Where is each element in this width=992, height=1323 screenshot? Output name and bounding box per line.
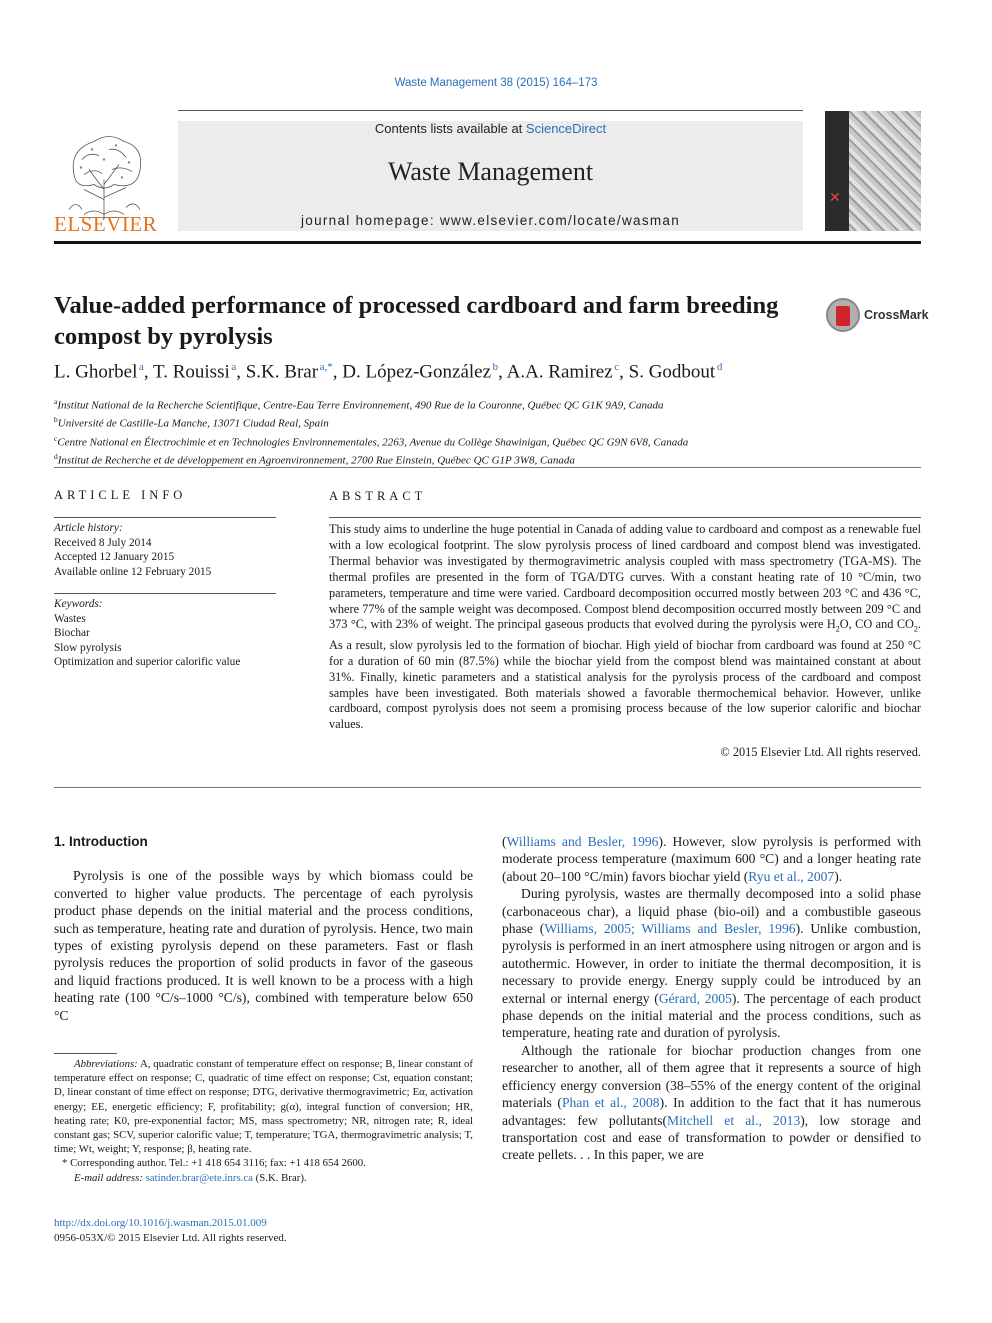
article-history: Article history: Received 8 July 2014 Accepted 12 January 2015 Available online 12 February 2015: [54, 521, 276, 579]
crossmark-badge[interactable]: CrossMark: [826, 298, 926, 334]
body-column-left: [54, 833, 473, 1024]
author-name: A.A. Ramirez: [506, 361, 613, 383]
author-name: S.K. Brar: [245, 361, 319, 383]
citation-link[interactable]: Gérard, 2005: [658, 990, 732, 1006]
doi-link[interactable]: http://dx.doi.org/10.1016/j.wasman.2015.01.009: [54, 1217, 267, 1229]
corresponding-author: * Corresponding author. Tel.: +1 418 654 3116; fax: +1 418 654 2600.: [62, 1157, 366, 1170]
author-name: T. Rouissi: [153, 361, 230, 383]
journal-cover-image: [825, 111, 921, 231]
author-name: D. López-González: [342, 361, 492, 383]
doi-block: [54, 1216, 287, 1246]
keyword: Biochar: [54, 627, 90, 639]
keyword: Wastes: [54, 612, 86, 625]
author-affil-link[interactable]: a,*: [319, 361, 333, 373]
abbreviations: Abbreviations: A, quadratic constant of temperature effect on response; B, linear constant of temperature effect on response; C, quadratic of time effect on response; Cst, equation constant; D, linear constant of time effect on response; DTG, derivative thermogravimetric; Eα, activation energy; EE, energetic efficiency; F, profitability; g(α), integral function of conversion; HR, heating rate; K0, pre-exponential factor; MS, mass spectrometry; NR, nitrogen rate; R, ideal constant gas; SCV, superior calorific value; T, temperature; TGA, thermogravimetric analysis; T, time; Wt, weight; Y, response; β, heating rate.: [54, 1058, 473, 1156]
author-affil-link[interactable]: a: [138, 361, 144, 373]
crossmark-icon: [826, 298, 860, 332]
sciencedirect-link[interactable]: ScienceDirect: [525, 121, 607, 136]
history-item: Available online 12 February 2015: [54, 565, 212, 578]
affiliation: $^c$Centre National en Électrochimie et en Technologies Environnementales, 2263, Avenue du Collège Shawinigan, Québec QC G9N 6V8, Canada: [54, 433, 689, 449]
paragraph: (Williams and Besler, 1996). However, slow pyrolysis is performed with moderate process temperature (maximum 600 °C) and a longer heating rate (about 20–100 °C/min) favors biochar yield (Ryu et al., 2007).: [502, 834, 921, 884]
masthead-rule: [54, 241, 921, 244]
copyright-line: © 2015 Elsevier Ltd. All rights reserved.: [720, 745, 921, 759]
history-item: Accepted 12 January 2015: [54, 551, 175, 563]
author-affil-link[interactable]: c: [614, 361, 620, 373]
issn-line: 0956-053X/© 2015 Elsevier Ltd. All rights reserved.: [54, 1232, 287, 1244]
abstract-text: This study aims to underline the huge potential in Canada of adding value to cardboard and compost as a renewable fuel with a low ecological footprint. The slow pyrolysis process of lined cardboard and compost blend was investigated. Thermal behavior was investigated by thermogravimetric analysis coupled with mass spectrometry (TGA-MS). The thermal profiles are presented in the form of TGA/DTG curves. With a constant heating rate of 10 °C/min, two parameters, temperature and time were varied. Cardboard decomposition occurred mostly between 203 °C and 436 °C, where 77% of the sample weight was decomposed. Compost blend decomposition occurred mostly between 209 °C and 373 °C, with 23% of weight. The principal gaseous products that evolved during the pyrolysis were $H_2O$, CO and $CO_2$. As a result, slow pyrolysis led to the formation of biochar. High yield of biochar from cardboard was found at 250 °C for a duration of 60 min (87.5%) while the biochar yield from the compost blend was maintained constant at about 31%. Finally, kinetic parameters and a statistical analysis for the pyrolysis process of the cardboard and compost samples have been investigated. Both materials showed a favorable thermochemical behavior. However, unlike cardboard, compost pyrolysis does not seem a promising process because of the low superior calorific and biochar values.: [329, 522, 921, 732]
history-item: Received 8 July 2014: [54, 536, 152, 549]
keyword: Optimization and superior calorific value: [54, 656, 241, 668]
divider: [54, 787, 921, 788]
citation-link[interactable]: Phan et al., 2008: [561, 1095, 660, 1111]
citation-link[interactable]: Mitchell et al., 2013: [667, 1112, 801, 1128]
header-rule: [178, 110, 803, 111]
author-name: S. Godbout: [628, 361, 716, 383]
author-list: L. Ghorbel $^a$, T. Rouissi $^a$, S.K. Brar $^{a,*}$, D. López-González $^b$, A.A. Ramirez $^c$, S. Godbout $^d$: [54, 361, 723, 383]
divider: [54, 593, 276, 594]
citation-link[interactable]: Ryu et al., 2007: [748, 868, 835, 884]
author-affil-link[interactable]: d: [716, 361, 723, 373]
footnote-rule: [54, 1053, 117, 1054]
article-title: Value-added performance of processed cardboard and farm breeding compost by pyrolysis: [54, 292, 779, 350]
divider: [54, 467, 921, 468]
paragraph: Although the rationale for biochar production changes from one researcher to another, all of them agree that it represents a source of high efficiency energy conversion (38–55% of the energy content of the original materials (Phan et al., 2008). In addition to the fact that it has numerous advantages: few pollutants(Mitchell et al., 2013), low storage and transportation cost and ease of transformation to powder or densified to create pellets. . . In this paper, we are: [502, 1042, 921, 1163]
body-column-right: [502, 833, 921, 1164]
contents-line: Contents lists available at ScienceDirect: [374, 121, 607, 136]
email-line: E-mail address: satinder.brar@ete.inrs.ca (S.K. Brar).: [74, 1171, 307, 1184]
cover-mark-icon: ✕: [829, 189, 841, 205]
keywords: Keywords: Wastes Biochar Slow pyrolysis Optimization and superior calorific value: [54, 597, 276, 670]
journal-citation[interactable]: Waste Management 38 (2015) 164–173: [394, 77, 598, 89]
elsevier-logo-text: ELSEVIER: [54, 212, 158, 236]
paragraph: During pyrolysis, wastes are thermally decomposed into a solid phase (carbonaceous char), a liquid phase (bio-oil) and a combustible gaseous phase (Williams, 2005; Williams and Besler, 1996). Unlike combustion, pyrolysis is performed in an inert atmosphere using nitrogen or argon and is autothermic. However, in order to initiate the thermal decomposition, it is necessary to provide energy. Energy supply could be introduced by an external or internal energy (Gérard, 2005). The percentage of each product phase depends on the initial material and the process conditions, such as temperature, heating rate and duration of pyrolysis.: [502, 886, 921, 1041]
citation-link[interactable]: Williams and Besler, 1996: [506, 834, 659, 849]
footnotes: [54, 1057, 473, 1185]
abstract-heading: ABSTRACT: [329, 489, 427, 503]
journal-name: Waste Management: [387, 157, 594, 186]
affiliation: $^b$Université de Castille-La Manche, 13071 Ciudad Real, Spain: [54, 415, 329, 430]
email-link[interactable]: satinder.brar@ete.inrs.ca: [145, 1171, 253, 1184]
section-title: 1. Introduction: [54, 834, 148, 849]
author-affil-link[interactable]: a: [231, 361, 237, 373]
article-info-heading: ARTICLE INFO: [54, 488, 187, 502]
author-affil-link[interactable]: b: [492, 361, 499, 373]
affiliation: $^d$Institut de Recherche et de développement en Agroenvironnement, 2700 Rue Einstein, Québec QC G1P 3W8, Canada: [54, 451, 575, 467]
journal-masthead: [178, 121, 803, 231]
citation-link[interactable]: Williams, 2005; Williams and Besler, 1996: [544, 921, 796, 937]
affiliations: [54, 395, 914, 468]
divider: [329, 517, 921, 518]
author-name: L. Ghorbel: [54, 361, 138, 383]
affiliation: $^a$Institut National de la Recherche Scientifique, Centre-Eau Terre Environnement, 490 Rue de la Couronne, Québec QC G1K 9A9, Canada: [54, 397, 664, 412]
keyword: Slow pyrolysis: [54, 641, 122, 654]
paragraph: Pyrolysis is one of the possible ways by which biomass could be converted to higher value products. The percentage of each pyrolysis product phase depends on the initial material and the process conditions, such as temperature, heating rate and duration of pyrolysis. Hence, two main types of existing pyrolysis depend on these parameters. Fast or flash pyrolysis reduces the proportion of solid products in favor of the gaseous and liquid fractions produced. It is well known to be a process with a high heating rate (100 °C/s–1000 °C/s), combined with temperature below 650 °C: [54, 868, 473, 1023]
divider: [54, 517, 276, 518]
journal-homepage: journal homepage: www.elsevier.com/locate/wasman: [300, 213, 681, 228]
